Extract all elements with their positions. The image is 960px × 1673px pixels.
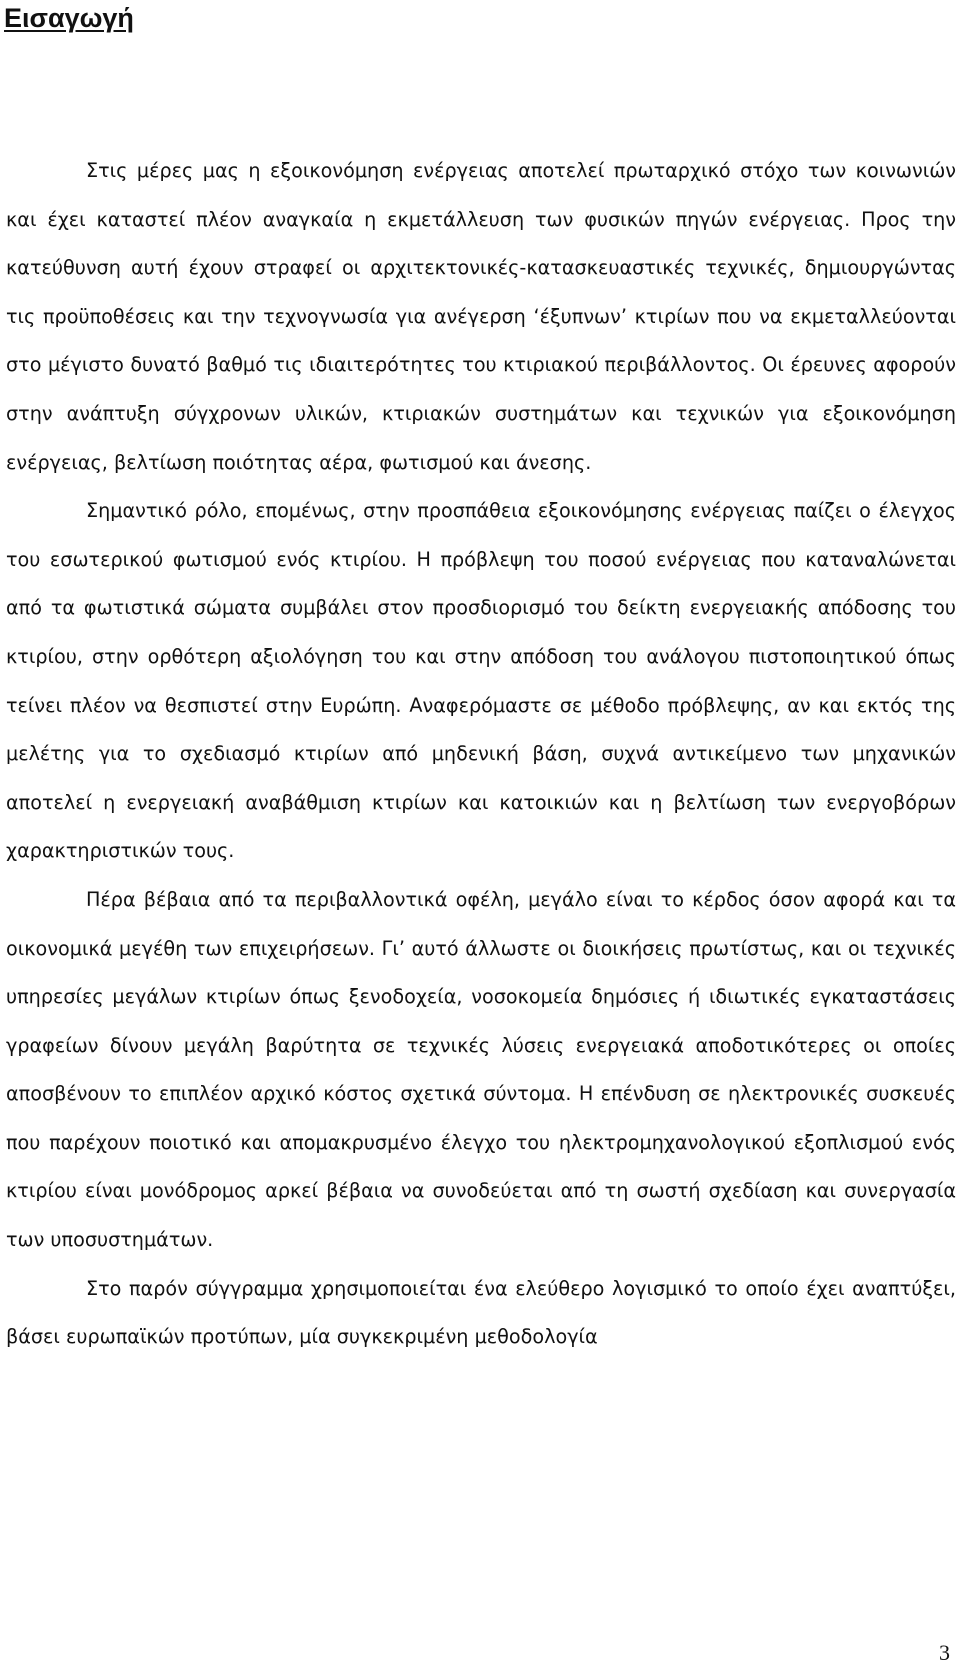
paragraph: Στις μέρες μας η εξοικονόμηση ενέργειας αποτελεί πρωταρχικό στόχο των κοινωνιών και έχει καταστεί πλέον αναγκαία η εκμετάλλευση των φυσικών πηγών ενέργειας. Προς την κατεύθυνση αυτή έχουν στραφεί οι αρχιτεκτονικές-κατασκευαστικές τεχνικές, δημιουργώντας τις προϋποθέσεις και την τεχνογνωσία για ανέγερση ‘έξυπνων’ κτιρίων που να εκμεταλλεύονται στο μέγιστο δυνατό βαθμό τις ιδιαιτερότητες του κτιριακού περιβάλλοντος. Οι έρευνες αφορούν στην ανάπτυξη σύγχρονων υλικών, κτιριακών συστημάτων και τεχνικών για εξοικονόμηση ενέργειας, βελτίωση ποιότητας αέρα, φωτισμού και άνεσης. bbox=[6, 159, 956, 474]
body-text bbox=[6, 147, 956, 1362]
paragraph: Στο παρόν σύγγραμμα χρησιμοποιείται ένα ελεύθερο λογισμικό το οποίο έχει αναπτύξει, βάσει ευρωπαϊκών προτύπων, μία συγκεκριμένη μεθοδολογία bbox=[6, 1276, 956, 1349]
section-heading: Εισαγωγή bbox=[4, 3, 134, 33]
paragraph: Σημαντικό ρόλο, επομένως, στην προσπάθεια εξοικονόμησης ενέργειας παίζει ο έλεγχος του εσωτερικού φωτισμού ενός κτιρίου. Η πρόβλεψη του ποσού ενέργειας που καταναλώνεται από τα φωτιστικά σώματα συμβάλει στον προσδιορισμό του δείκτη ενεργειακής απόδοσης του κτιρίου, στην ορθότερη αξιολόγηση του και στην απόδοση του ανάλογου πιστοποιητικού όπως τείνει πλέον να θεσπιστεί στην Ευρώπη. Αναφερόμαστε σε μέθοδο πρόβλεψης, αν και εκτός της μελέτης για το σχεδιασμό κτιρίων από μηδενική βάση, συχνά αντικείμενο των μηχανικών αποτελεί η ενεργειακή αναβάθμιση κτιρίων και κατοικιών και η βελτίωση των ενεργοβόρων χαρακτηριστικών τους. bbox=[6, 499, 956, 863]
page-number: 3 bbox=[939, 1640, 950, 1665]
paragraph: Πέρα βέβαια από τα περιβαλλοντικά οφέλη, μεγάλο είναι το κέρδος όσον αφορά και τα οικονομικά μεγέθη των επιχειρήσεων. Γι’ αυτό άλλωστε οι διοικήσεις πρωτίστως, και οι τεχνικές υπηρεσίες μεγάλων κτιρίων όπως ξενοδοχεία, νοσοκομεία δημόσιες ή ιδιωτικές εγκαταστάσεις γραφείων δίνουν μεγάλη βαρύτητα σε τεχνικές λύσεις ενεργειακά αποδοτικότερες οι οποίες αποσβένουν το επιπλέον αρχικό κόστος σχετικά σύντομα. Η επένδυση σε ηλεκτρονικές συσκευές που παρέχουν ποιοτικό και απομακρυσμένο έλεγχο του ηλεκτρομηχανολογικού εξοπλισμού ενός κτιρίου είναι μονόδρομος αρκεί βέβαια να συνοδεύεται από τη σωστή σχεδίαση και συνεργασία των υποσυστημάτων. bbox=[6, 887, 956, 1252]
